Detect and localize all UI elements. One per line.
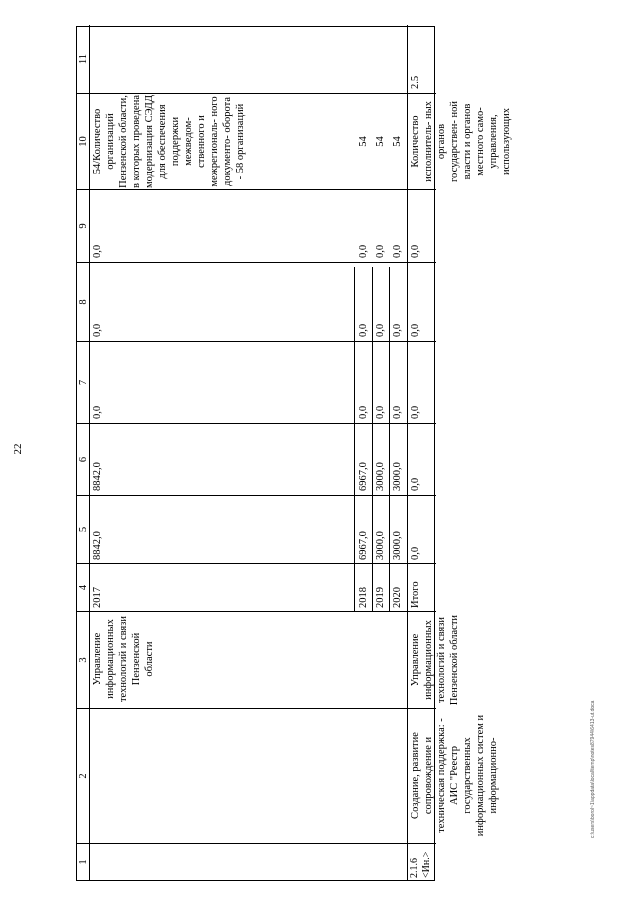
activity-name: Создание, развитие сопровождение и техническая поддержка: - АИС "Реестр государственных информационных систем и информационно- — [410, 714, 499, 837]
executor-text: Управление информационных технологий и связи Пензенской области — [92, 615, 155, 703]
value-2018-c10: 54 — [358, 136, 369, 147]
header-col-6: 6 — [78, 456, 89, 463]
total-c6: 0,0 — [410, 477, 421, 491]
value-2019-c10: 54 — [375, 136, 386, 147]
value-2020-c10: 54 — [392, 136, 403, 147]
year-2020: 2020 — [392, 587, 403, 608]
total-c9: 0,0 — [410, 244, 421, 258]
value-2017-c8: 0,0 — [92, 323, 103, 337]
header-col-8: 8 — [78, 299, 89, 305]
year-total: Итого — [410, 581, 421, 608]
indicator-text: 54/Количество организаций Пензенской области, в которых проведена модернизация СЭДД для обеспечения поддержки межведом- ственного и межрегиональ- ного документо- оборота - 58 организаций — [92, 95, 246, 188]
year-2017: 2017 — [92, 587, 103, 608]
header-col-2: 2 — [78, 773, 89, 779]
value-2017-c9: 0,0 — [92, 244, 103, 258]
indicator-text-b: Количество исполнитель- ных органов государствен- ной власти и органов местного само- управления, использующих — [410, 101, 512, 182]
rotated-table-container — [76, 26, 512, 881]
executor-text-b: Управление информационных технологий и связи Пензенской области — [410, 614, 460, 706]
header-col-11: 11 — [78, 53, 89, 65]
value-2019-c8: 0,0 — [375, 323, 386, 337]
value-2018-c9: 0,0 — [358, 244, 369, 258]
value-2020-c8: 0,0 — [392, 323, 403, 337]
value-2020-c9: 0,0 — [392, 244, 403, 258]
value-2017-c7: 0,0 — [92, 405, 103, 419]
header-col-3: 3 — [78, 657, 89, 663]
header-col-5: 5 — [78, 526, 89, 533]
value-2019-c5: 3000,0 — [375, 531, 386, 560]
page-number: 22 — [12, 443, 24, 455]
header-col-7: 7 — [78, 379, 89, 386]
total-c7: 0,0 — [410, 405, 421, 419]
value-2020-c6: 3000,0 — [392, 462, 403, 491]
total-c5: 0,0 — [410, 546, 421, 560]
value-2019-c6: 3000,0 — [375, 462, 386, 491]
value-2017-c6: 8842,0 — [92, 462, 103, 491]
year-2018: 2018 — [358, 587, 369, 608]
value-2019-c9: 0,0 — [375, 244, 386, 258]
row-number: 2.1.6 <Ин.> — [409, 851, 432, 878]
value-2020-c5: 3000,0 — [392, 531, 403, 560]
value-2018-c8: 0,0 — [358, 323, 369, 337]
total-c8: 0,0 — [410, 323, 421, 337]
value-2018-c5: 6967,0 — [358, 531, 369, 560]
value-2020-c7: 0,0 — [392, 405, 403, 419]
header-col-1: 1 — [78, 859, 89, 865]
section-ref: 2.5 — [410, 75, 421, 89]
header-col-4: 4 — [78, 584, 89, 591]
value-2017-c5: 8842,0 — [92, 531, 103, 560]
header-col-10: 10 — [78, 136, 89, 147]
header-col-9: 9 — [78, 223, 89, 229]
value-2019-c7: 0,0 — [375, 405, 386, 419]
footer-file-path: c:\users\borol~1\appdata\local\temp\notes87944\6413-ut.doca — [590, 700, 596, 838]
value-2018-c7: 0,0 — [358, 405, 369, 419]
year-2019: 2019 — [375, 587, 386, 608]
indicator-table — [76, 26, 512, 881]
value-2018-c6: 6967,0 — [358, 462, 369, 491]
